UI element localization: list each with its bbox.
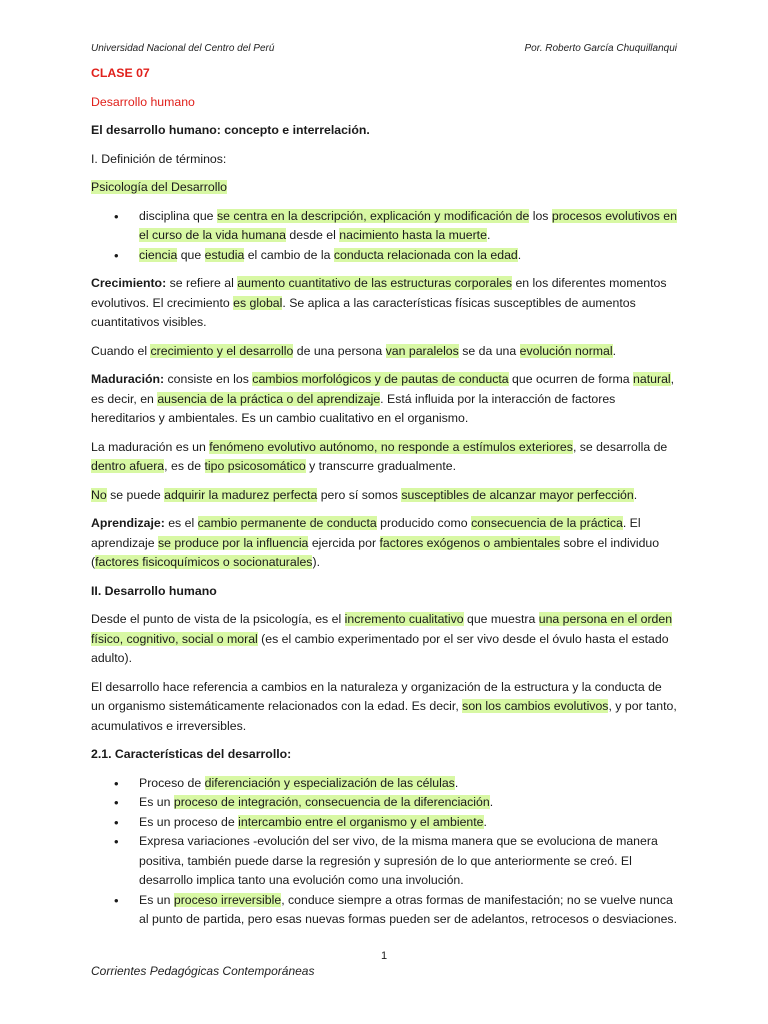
text-run: , conduce siempre a otras formas de manifestación; no se vuelve nunca al punto de partida, pero esas nuevas formas pueden ser de adelantos, retrocesos o desviaciones. <box>139 892 677 926</box>
text-run: ejercida por <box>308 535 380 550</box>
text-run: sobre el individuo ( <box>91 535 660 569</box>
header-institution: Universidad Nacional del Centro del Perú <box>91 43 275 54</box>
page-footer: Corrientes Pedagógicas Contemporáneas <box>91 964 315 978</box>
term-label: Crecimiento: <box>91 276 167 290</box>
highlighted-text: es global <box>233 295 283 310</box>
highlighted-text: crecimiento y el desarrollo <box>150 343 294 358</box>
text-run: (es el cambio experimentado por el ser vivo desde el óvulo hasta el estado adulto). <box>91 631 669 665</box>
text-run: Cuando el <box>91 343 151 358</box>
highlighted-text: factores exógenos o ambientales <box>379 535 560 550</box>
highlighted-text: intercambio entre el organismo y el ambiente <box>238 814 484 829</box>
text-run: se refiere al <box>166 276 238 290</box>
list-item <box>91 891 677 930</box>
characteristics-list <box>91 774 677 930</box>
class-subtitle: Desarrollo humano <box>91 94 195 109</box>
highlighted-text: se produce por la influencia <box>158 535 309 550</box>
paragraph <box>91 438 677 477</box>
highlighted-text: consecuencia de la práctica <box>471 516 623 530</box>
highlighted-text: cambio permanente de conducta <box>197 516 377 530</box>
highlighted-text: diferenciación y especialización de las células <box>204 775 455 790</box>
list-item <box>91 774 677 794</box>
term-label: Aprendizaje: <box>91 516 165 530</box>
highlighted-text: tipo psicosomático <box>204 459 306 473</box>
paragraph <box>91 370 677 429</box>
highlighted-text: cambios morfológicos y de pautas de conducta <box>252 372 509 386</box>
text-run: en los diferentes momentos evolutivos. El crecimiento <box>91 276 667 310</box>
text-run: . <box>612 343 617 358</box>
highlighted-text: ciencia <box>139 247 178 262</box>
text-run: que ocurren de forma <box>508 372 634 386</box>
psico-heading: Psicología del Desarrollo <box>91 180 228 194</box>
highlighted-text: se centra en la descripción, explicación y modificación de <box>216 208 530 223</box>
term-label: Maduración: <box>91 372 165 386</box>
psico-definition-list <box>91 207 677 266</box>
text-run: los <box>529 208 552 223</box>
highlighted-text: dentro afuera <box>91 459 165 473</box>
text-run: y transcurre gradualmente. <box>305 459 457 473</box>
text-run: Es un <box>139 795 174 809</box>
text-run: el cambio de la <box>244 247 334 262</box>
highlighted-text: una persona en el orden físico, cognitivo, social o moral <box>91 612 673 646</box>
page-header <box>91 43 677 54</box>
list-item <box>91 246 677 266</box>
highlighted-text: conducta relacionada con la edad <box>333 247 518 262</box>
development-block <box>91 610 677 736</box>
paragraph <box>91 342 677 362</box>
highlighted-text: proceso de integración, consecuencia de la diferenciación <box>173 795 490 809</box>
highlighted-text: adquirir la madurez perfecta <box>164 487 318 502</box>
highlighted-text: proceso irreversible <box>173 892 282 907</box>
highlighted-text: ausencia de la práctica o del aprendizaje <box>157 391 381 406</box>
highlighted-text: van paralelos <box>385 343 459 358</box>
text-run: disciplina que <box>139 208 217 223</box>
paragraph <box>91 514 677 573</box>
list-item <box>91 813 677 833</box>
highlighted-text: fenómeno evolutivo autónomo, no responde a estímulos exteriores <box>209 439 573 454</box>
text-run: es el <box>164 516 198 530</box>
text-run: . <box>517 247 522 262</box>
text-run: se da una <box>458 343 520 358</box>
highlighted-text: nacimiento hasta la muerte <box>339 228 487 242</box>
text-run: Es un <box>139 892 174 907</box>
highlighted-text: susceptibles de alcanzar mayor perfección <box>401 487 634 502</box>
paragraph <box>91 486 677 506</box>
section-1-heading: I. Definición de términos: <box>91 151 227 166</box>
text-run: que muestra <box>463 612 539 626</box>
highlighted-text: natural <box>633 372 671 386</box>
highlighted-text: No <box>91 487 107 502</box>
text-run: . Está influida por la interacción de factores hereditarios y ambientales. Es un cambio cualitativo en el organismo. <box>91 391 616 425</box>
header-author: Por. Roberto García Chuquillanqui <box>524 43 677 54</box>
paragraph <box>91 678 677 737</box>
text-run: que <box>177 247 205 262</box>
text-run: . <box>633 487 638 502</box>
text-run: La maduración es un <box>91 439 210 454</box>
text-run: , es de <box>164 459 205 473</box>
text-run: , y por tanto, acumulativos e irreversibles. <box>91 699 677 733</box>
highlighted-text: incremento cualitativo <box>344 612 464 626</box>
highlighted-text: evolución normal <box>519 343 613 358</box>
text-run: producido como <box>376 516 472 530</box>
text-run: El desarrollo hace referencia a cambios en la naturaleza y organización de la estructura y la conducta de un organismo sistemáticamente relacionados con la edad. Es decir, <box>91 679 662 713</box>
text-run: se puede <box>106 487 165 502</box>
class-number: CLASE 07 <box>91 66 150 80</box>
text-run: . <box>483 814 487 829</box>
text-run: . El aprendizaje <box>91 516 641 550</box>
text-run: Proceso de <box>139 775 205 790</box>
text-run: , es decir, en <box>91 372 675 406</box>
text-run: ). <box>312 555 320 569</box>
text-run: . <box>454 775 459 790</box>
section-2-heading: II. Desarrollo humano <box>91 583 217 598</box>
text-run: Desde el punto de vista de la psicología, es el <box>91 612 345 626</box>
paragraph <box>91 274 677 333</box>
text-run: . <box>489 795 494 809</box>
definitions-block <box>91 274 677 573</box>
text-run: desde el <box>285 228 340 242</box>
page-content <box>91 64 677 939</box>
text-run: de una persona <box>293 343 386 358</box>
highlighted-text: estudia <box>204 247 245 262</box>
highlighted-text: aumento cuantitativo de las estructuras corporales <box>237 276 513 290</box>
text-run: Es un proceso de <box>139 814 239 829</box>
text-run: Expresa variaciones -evolución del ser vivo, de la misma manera que se evoluciona de manera positiva, también puede darse la regresión y supresión de lo que anteriormente se creó. El desarrollo implica tanto una evolución como una involución. <box>139 834 658 887</box>
text-run: consiste en los <box>164 372 253 386</box>
list-item <box>91 207 677 246</box>
concept-heading: El desarrollo humano: concepto e interrelación. <box>91 123 370 137</box>
highlighted-text: son los cambios evolutivos <box>462 699 609 713</box>
highlighted-text: factores fisicoquímicos o socionaturales <box>95 555 313 569</box>
highlighted-text: procesos evolutivos en el curso de la vida humana <box>139 208 677 242</box>
section-2-1-heading: 2.1. Características del desarrollo: <box>91 747 292 761</box>
list-item <box>91 793 677 813</box>
list-item <box>91 832 677 891</box>
text-run: , se desarrolla de <box>572 439 668 454</box>
psico-heading-wrap <box>91 178 677 198</box>
paragraph <box>91 610 677 669</box>
text-run: . Se aplica a las características físicas susceptibles de aumentos cuantitativos visibles. <box>91 295 636 329</box>
page-number: 1 <box>380 950 388 962</box>
text-run: pero sí somos <box>317 487 402 502</box>
text-run: . <box>486 228 491 242</box>
